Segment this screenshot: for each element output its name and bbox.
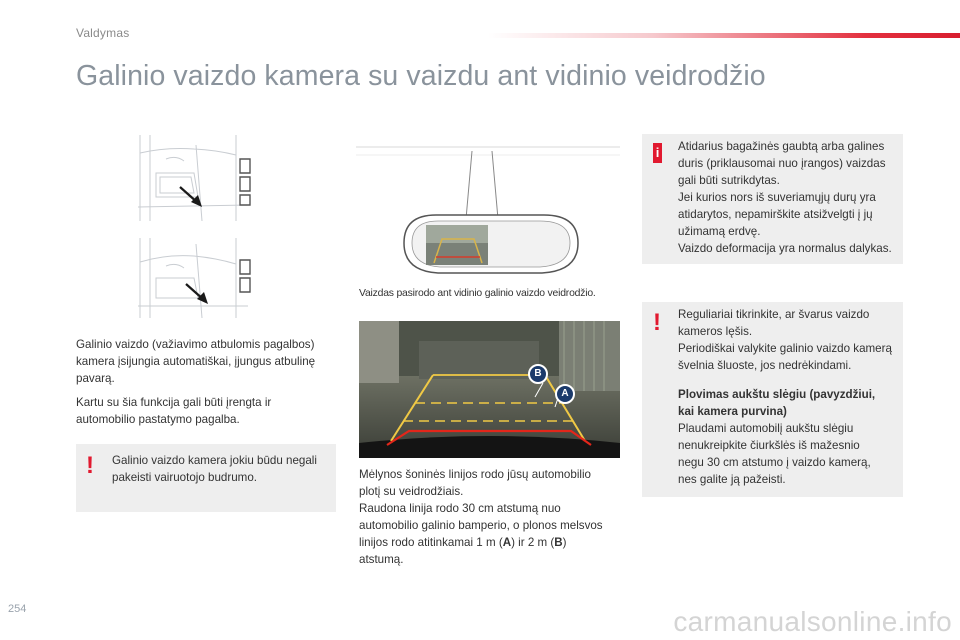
guide-lines-description: Mėlynos šoninės linijos rodo jūsų automobilio plotį su veidrodžiais. Raudona linija rodo 30 cm atstumą nuo automobilio galinio bamperio, o plonos melsvos linijos rodo atitinkamai 1 m (A) ir 2 m (B) atstumą. xyxy=(359,468,603,566)
section-label: Valdymas xyxy=(76,26,130,40)
label-a-ref: A xyxy=(502,536,512,549)
camera-view-illustration xyxy=(359,321,620,458)
header-accent-rule xyxy=(488,33,960,38)
mirror-caption: Vaizdas pasirodo ant vidinio galinio vaizdo veidrodžio. xyxy=(359,288,596,299)
driver-vigilance-warning-text: Galinio vaizdo kamera jokiu būdu negali pakeisti vairuotojo budrumo. xyxy=(112,454,317,484)
page-title: Galinio vaizdo kamera su vaizdu ant vidinio veidrodžio xyxy=(76,60,766,92)
watermark: carmanualsonline.info xyxy=(673,606,952,637)
intro-paragraph: Galinio vaizdo (važiavimo atbulomis pagalbos) kamera įsijungia automatiškai, įjungus atbulinę pavarą. xyxy=(76,338,316,385)
rearview-mirror-illustration xyxy=(356,133,620,283)
info-icon: i xyxy=(653,143,662,163)
camera-maintenance-warning-box xyxy=(642,302,903,497)
parking-assist-paragraph: Kartu su šia funkcija gali būti įrengta ir automobilio pastatymo pagalba. xyxy=(76,396,272,426)
van-rear-illustration-top xyxy=(136,133,252,223)
distance-marker-a: A xyxy=(555,384,575,404)
label-b-ref: B xyxy=(554,536,563,549)
warning-icon: ! xyxy=(653,309,661,336)
driver-vigilance-warning-box xyxy=(76,444,336,512)
info-box xyxy=(642,134,903,264)
lens-cleaning-text: Reguliariai tikrinkite, ar švarus vaizdo kameros lęšis. Periodiškai valykite galinio vaizdo kamerą švelnia šluoste, jos nedrėkindami. xyxy=(678,308,892,372)
pressure-washing-text: Plaudami automobilį aukštu slėgiu nenukreipkite čiurkšlės iš mažesnio negu 30 cm atstumo į vaizdo kamerą, nes galite ją pažeisti. xyxy=(678,422,871,486)
info-text: Atidarius bagažinės gaubtą arba galines duris (priklausomai nuo įrangos) vaizdas gali būti sutrikdytas. Jei kurios nors iš suveriamųjų durų yra atidarytos, nepamirškite atsižvelgti į jų užimamą erdvę. Vaizdo deformacija yra normalus dalykas. xyxy=(678,140,892,255)
distance-marker-b: B xyxy=(528,364,548,384)
page-number: 254 xyxy=(8,603,27,615)
van-rear-illustration-bottom xyxy=(136,236,252,320)
pressure-washing-title: Plovimas aukštu slėgiu (pavyzdžiui, kai kamera purvina) xyxy=(678,388,876,418)
warning-icon: ! xyxy=(86,452,94,479)
